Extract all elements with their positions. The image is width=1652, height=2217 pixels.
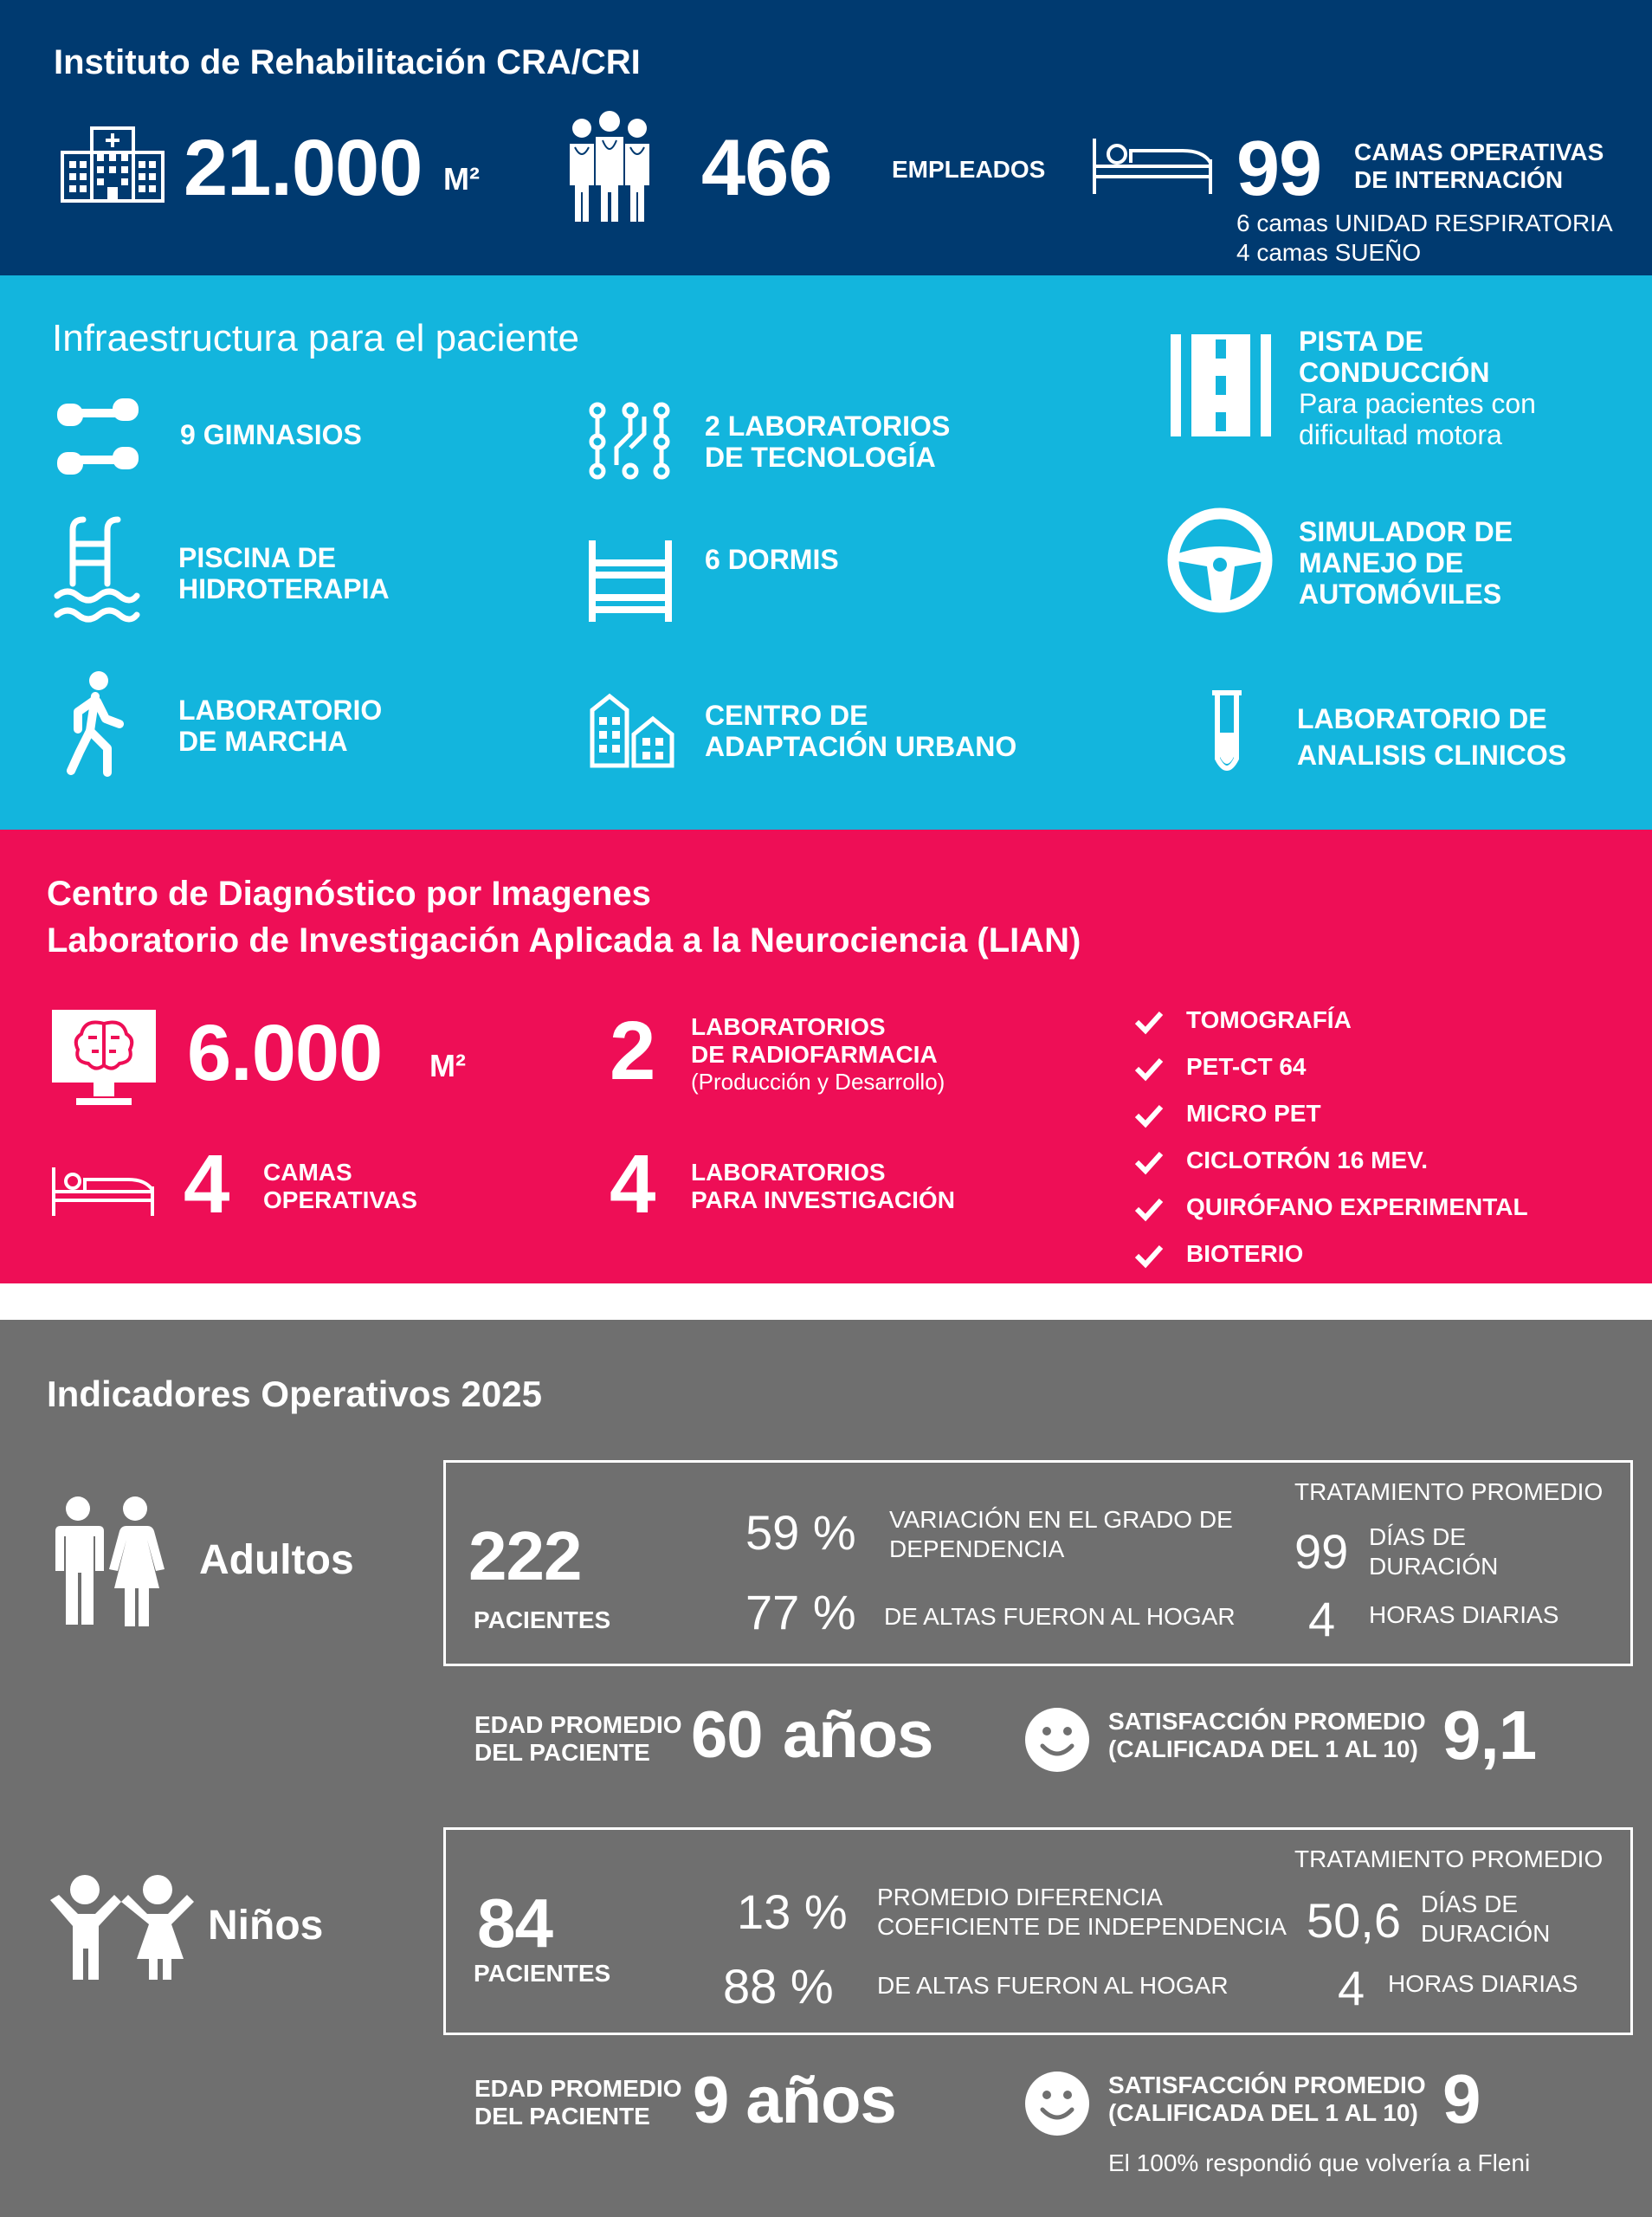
adultos-horas-value: 4: [1308, 1592, 1336, 1646]
radio-label-2: DE RADIOFARMACIA: [691, 1041, 938, 1068]
checklist-label: QUIRÓFANO EXPERIMENTAL: [1186, 1193, 1528, 1220]
check-icon: [1134, 1103, 1164, 1128]
gimnasios-label: 9 GIMNASIOS: [180, 419, 362, 450]
pool-ladder-icon: [54, 514, 140, 624]
indicators-title: Indicadores Operativos 2025: [47, 1374, 542, 1414]
adultos-pct2: 77 %: [745, 1585, 856, 1639]
inv-label-2: PARA INVESTIGACIÓN: [691, 1186, 955, 1213]
header-section: [0, 0, 1652, 275]
adults-icon: [48, 1496, 166, 1626]
checklist-item: [1134, 1240, 1619, 1270]
diag-title-1: Centro de Diagnóstico por Imagenes: [47, 875, 651, 913]
camas-value: 4: [184, 1138, 229, 1231]
pista-note-2: dificultad motora: [1299, 419, 1502, 450]
ninos-note: El 100% respondió que volvería a Fleni: [1108, 2149, 1531, 2176]
ninos-pacientes-label: PACIENTES: [474, 1960, 611, 1987]
adultos-pct1: 59 %: [745, 1505, 856, 1560]
adultos-dias-value: 99: [1294, 1524, 1349, 1579]
ninos-pct2: 88 %: [723, 1959, 834, 2013]
ninos-pct1-label-2: COEFICIENTE DE INDEPENDENCIA: [877, 1913, 1287, 1940]
ninos-edad-label-1: EDAD PROMEDIO: [474, 2075, 682, 2102]
beds-note-1: 6 camas UNIDAD RESPIRATORIA: [1236, 210, 1613, 236]
ninos-pct1-label-1: PROMEDIO DIFERENCIA: [877, 1884, 1163, 1910]
checklist-label: CICLOTRÓN 16 MEV.: [1186, 1147, 1429, 1173]
ninos-stats-box: [443, 1827, 1633, 2035]
camas-label-1: CAMAS: [263, 1159, 352, 1186]
bunk-bed-icon: [589, 540, 672, 622]
pista-label-1: PISTA DE: [1299, 326, 1424, 357]
ninos-dias-label-2: DURACIÓN: [1421, 1920, 1551, 1947]
bed-icon: [50, 1166, 156, 1218]
analisis-label-1: LABORATORIO DE: [1297, 703, 1547, 734]
ninos-sat-label-2: (CALIFICADA DEL 1 AL 10): [1108, 2099, 1418, 2126]
diagnostic-section: [0, 830, 1652, 1283]
adultos-horas-label: HORAS DIARIAS: [1369, 1601, 1559, 1628]
radio-value: 2: [610, 1005, 655, 1097]
adultos-pct1-label-2: DEPENDENCIA: [889, 1535, 1065, 1562]
inv-value: 4: [610, 1138, 655, 1231]
checklist-label: TOMOGRAFÍA: [1186, 1006, 1352, 1033]
ninos-dias-label-1: DÍAS DE: [1421, 1891, 1519, 1917]
urban-buildings-icon: [589, 693, 675, 767]
test-tube-icon: [1210, 689, 1243, 776]
urbano-label-2: ADAPTACIÓN URBANO: [705, 731, 1017, 762]
infrastructure-section: [0, 275, 1652, 830]
walking-person-icon: [64, 670, 128, 778]
ninos-sat-value: 9: [1442, 2060, 1481, 2137]
ninos-sat-label-1: SATISFACCIÓN PROMEDIO: [1108, 2072, 1426, 2098]
adultos-stats-box: [443, 1460, 1633, 1666]
checklist-item: [1134, 1006, 1619, 1036]
adultos-sat-value: 9,1: [1442, 1697, 1537, 1774]
pista-label-2: CONDUCCIÓN: [1299, 357, 1490, 388]
dormis-label: 6 DORMIS: [705, 544, 839, 575]
indicators-section: [0, 1320, 1652, 2217]
infra-title: Infraestructura para el paciente: [52, 317, 580, 359]
steering-wheel-icon: [1167, 507, 1273, 613]
marcha-label-1: LABORATORIO: [178, 695, 383, 726]
smiley-icon: [1025, 1708, 1089, 1772]
ninos-trat-title: TRATAMIENTO PROMEDIO: [1294, 1845, 1604, 1872]
checklist-label: MICRO PET: [1186, 1100, 1321, 1127]
adultos-sat-label-2: (CALIFICADA DEL 1 AL 10): [1108, 1735, 1418, 1762]
adultos-dias-label-1: DÍAS DE: [1369, 1523, 1467, 1550]
beds-label-1: CAMAS OPERATIVAS: [1354, 139, 1604, 165]
urbano-label-1: CENTRO DE: [705, 700, 868, 731]
employees-value: 466: [701, 124, 832, 212]
adultos-pacientes-value: 222: [468, 1517, 582, 1594]
check-icon: [1134, 1150, 1164, 1174]
beds-value: 99: [1236, 126, 1322, 212]
adultos-edad-value: 60: [691, 1698, 763, 1772]
area-value: 21.000: [184, 124, 423, 212]
analisis-label-2: ANALISIS CLINICOS: [1297, 740, 1567, 771]
checklist-item: [1134, 1100, 1619, 1129]
checklist-label: BIOTERIO: [1186, 1240, 1304, 1267]
piscina-label-1: PISCINA DE: [178, 542, 336, 573]
ninos-pct2-label: DE ALTAS FUERON AL HOGAR: [877, 1972, 1229, 1999]
ninos-pct1: 13 %: [737, 1884, 848, 1939]
adultos-edad-label-1: EDAD PROMEDIO: [474, 1711, 682, 1738]
labs-tec-label-1: 2 LABORATORIOS: [705, 410, 951, 442]
ninos-label: Niños: [208, 1903, 324, 1949]
smiley-icon: [1025, 2072, 1089, 2136]
pista-note-1: Para pacientes con: [1299, 388, 1536, 419]
children-icon: [50, 1874, 194, 1980]
beds-note-2: 4 camas SUEÑO: [1236, 239, 1422, 266]
adultos-edad-label-2: DEL PACIENTE: [474, 1739, 650, 1766]
diag-title-2: Laboratorio de Investigación Aplicada a la Neurociencia (LIAN): [47, 921, 1081, 960]
adultos-pacientes-label: PACIENTES: [474, 1606, 611, 1633]
checklist-item: [1134, 1193, 1619, 1223]
brain-monitor-icon: [50, 1008, 158, 1107]
adultos-edad-unit: años: [783, 1698, 933, 1772]
diag-area-value: 6.000: [187, 1009, 383, 1097]
employees-label: EMPLEADOS: [892, 156, 1046, 183]
marcha-label-2: DE MARCHA: [178, 726, 348, 757]
checklist-label: PET-CT 64: [1186, 1053, 1307, 1080]
adultos-trat-title: TRATAMIENTO PROMEDIO: [1294, 1478, 1604, 1505]
checklist-item: [1134, 1147, 1619, 1176]
check-icon: [1134, 1197, 1164, 1221]
ninos-edad-value: 9 años: [693, 2064, 896, 2137]
checklist-item: [1134, 1053, 1619, 1083]
bed-icon: [1091, 135, 1214, 197]
adultos-pct1-label-1: VARIACIÓN EN EL GRADO DE: [889, 1506, 1233, 1533]
hospital-icon: [61, 123, 165, 203]
check-icon: [1134, 1244, 1164, 1268]
medical-staff-icon: [563, 109, 656, 223]
area-unit: M²: [443, 161, 480, 197]
camas-label-2: OPERATIVAS: [263, 1186, 417, 1213]
radio-label-1: LABORATORIOS: [691, 1013, 886, 1040]
institute-title: Instituto de Rehabilitación CRA/CRI: [54, 43, 641, 81]
ninos-horas-label: HORAS DIARIAS: [1388, 1970, 1578, 1997]
check-icon: [1134, 1057, 1164, 1081]
simulador-label-1: SIMULADOR DE: [1299, 516, 1513, 547]
piscina-label-2: HIDROTERAPIA: [178, 573, 390, 604]
simulador-label-2: MANEJO DE: [1299, 547, 1464, 578]
beds-label-2: DE INTERNACIÓN: [1354, 166, 1564, 193]
diag-area-unit: M²: [429, 1048, 466, 1083]
check-icon: [1134, 1010, 1164, 1034]
ninos-edad-label-2: DEL PACIENTE: [474, 2103, 650, 2130]
radio-label-3: (Producción y Desarrollo): [691, 1069, 945, 1095]
simulador-label-3: AUTOMÓVILES: [1299, 578, 1502, 610]
labs-tec-label-2: DE TECNOLOGÍA: [705, 442, 936, 473]
adultos-sat-label-1: SATISFACCIÓN PROMEDIO: [1108, 1708, 1426, 1735]
ninos-pacientes-value: 84: [477, 1884, 552, 1962]
adultos-pct2-label: DE ALTAS FUERON AL HOGAR: [884, 1603, 1236, 1630]
inv-label-1: LABORATORIOS: [691, 1159, 886, 1186]
circuit-icon: [589, 402, 672, 482]
ninos-horas-value: 4: [1338, 1961, 1365, 2015]
ninos-dias-value: 50,6: [1307, 1893, 1401, 1948]
road-icon: [1171, 334, 1271, 436]
adultos-dias-label-2: DURACIÓN: [1369, 1553, 1499, 1580]
section-divider: [0, 1283, 1652, 1320]
dumbbell-icon: [57, 398, 139, 476]
adultos-label: Adultos: [199, 1537, 354, 1583]
